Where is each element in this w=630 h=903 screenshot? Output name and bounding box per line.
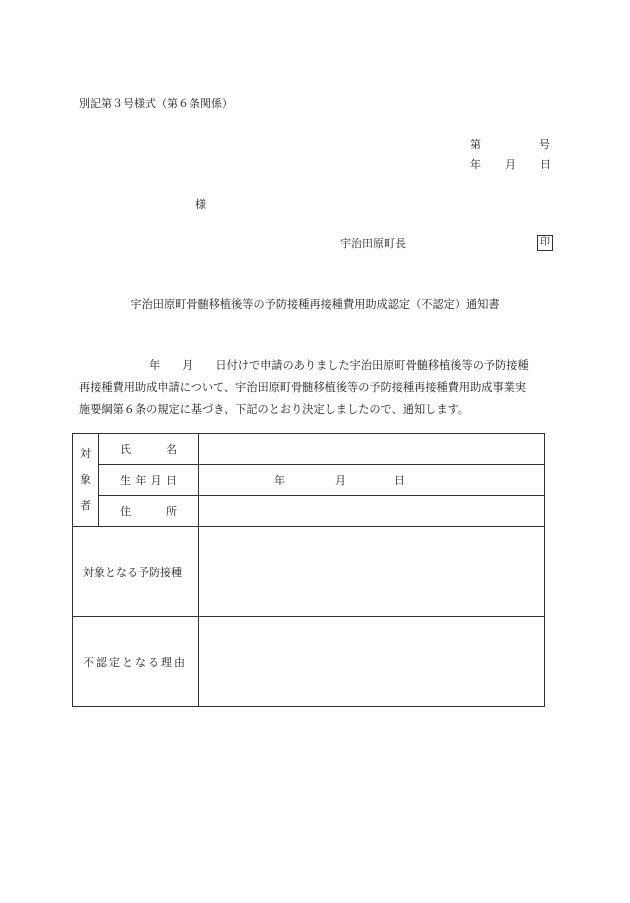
birth-year-unit: 年 bbox=[274, 474, 285, 487]
birth-day-unit: 日 bbox=[394, 474, 405, 487]
body-line-2: 再接種費用助成申請について、宇治田原町骨髄移植後等の予防接種再接種費用助成事業実 bbox=[79, 381, 527, 394]
document-number-suffix: 号 bbox=[539, 138, 550, 151]
subject-char-2: 象 bbox=[80, 473, 91, 486]
body-year: 年 bbox=[149, 359, 161, 372]
address-field[interactable] bbox=[199, 496, 545, 527]
body-line-1-text: 日付けで申請のありました宇治田原町骨髄移植後等の予防接種 bbox=[215, 359, 529, 372]
document-number-prefix: 第 bbox=[470, 138, 481, 151]
vaccination-field[interactable] bbox=[199, 527, 545, 617]
birthdate-label: 生 年 月 日 bbox=[99, 465, 199, 496]
subject-label bbox=[73, 434, 99, 527]
date-month-label: 月 bbox=[505, 158, 516, 171]
seal-mark: 印 bbox=[537, 235, 553, 251]
subject-char-1: 対 bbox=[80, 447, 91, 460]
address-label: 住 所 bbox=[99, 496, 199, 527]
vaccination-label: 対象となる予防接種 bbox=[73, 527, 199, 617]
name-field[interactable] bbox=[199, 434, 545, 465]
reason-label: 不認定となる理由 bbox=[73, 617, 199, 707]
document-title: 宇治田原町骨髄移植後等の予防接種再接種費用助成認定（不認定）通知書 bbox=[130, 298, 500, 311]
birth-month-unit: 月 bbox=[335, 474, 346, 487]
addressee-suffix: 様 bbox=[195, 198, 206, 211]
date-year-label: 年 bbox=[470, 158, 481, 171]
body-text bbox=[79, 355, 549, 421]
body-line-1 bbox=[79, 355, 549, 377]
name-label: 氏 名 bbox=[99, 434, 199, 465]
application-table bbox=[72, 433, 545, 707]
body-line-3: 施要綱第６条の規定に基づき、下記のとおり決定しましたので、通知します。 bbox=[79, 403, 469, 416]
birthdate-field[interactable] bbox=[199, 465, 545, 496]
body-month: 月 bbox=[182, 359, 194, 372]
reason-field[interactable] bbox=[199, 617, 545, 707]
subject-char-3: 者 bbox=[80, 499, 91, 512]
form-label: 別記第３号様式（第６条関係） bbox=[79, 97, 233, 110]
date-day-label: 日 bbox=[540, 158, 551, 171]
issuer-name: 宇治田原町長 bbox=[340, 237, 406, 250]
